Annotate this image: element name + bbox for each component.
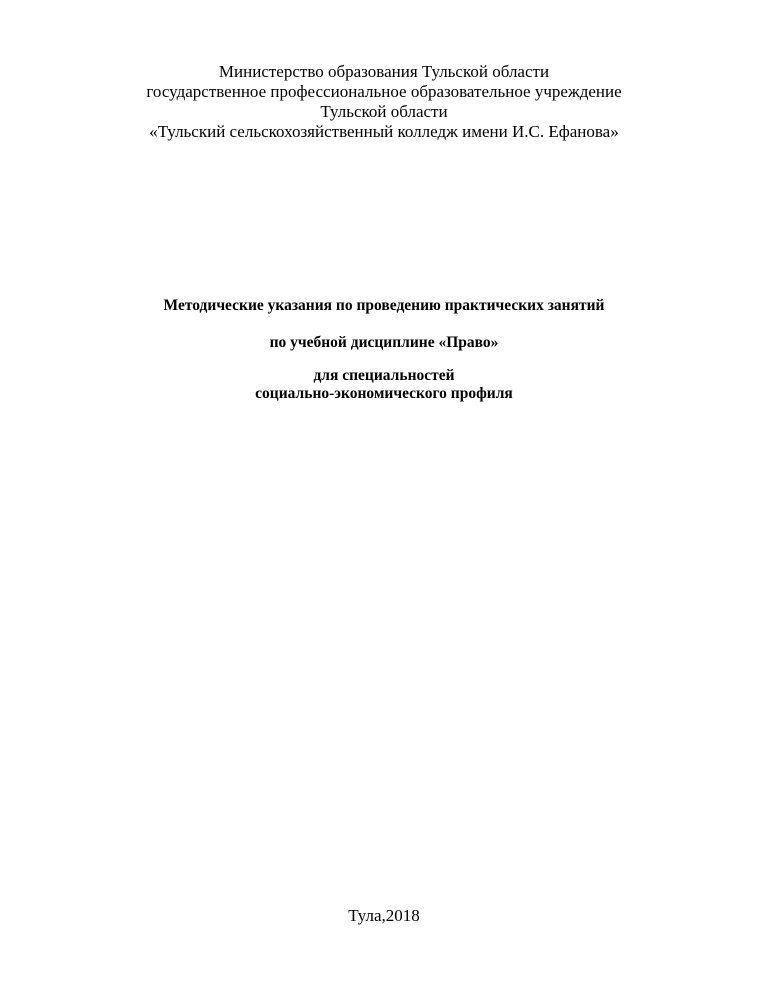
- city-year: Тула,2018: [348, 906, 420, 925]
- ministry-line: Министерство образования Тульской области: [218, 62, 550, 81]
- document-title: Методические указания по проведению практических занятий: [163, 297, 605, 314]
- institution-header: [0, 62, 768, 142]
- institution-type-line: государственное профессиональное образовательное учреждение: [146, 82, 622, 101]
- region-line: Тульской области: [320, 102, 448, 121]
- specialty-block: [0, 367, 768, 403]
- college-name-line: «Тульский сельскохозяйственный колледж имени И.С. Ефанова»: [149, 122, 619, 141]
- discipline-line: по учебной дисциплине «Право»: [269, 334, 499, 351]
- profile-line: социально-экономического профиля: [255, 385, 513, 402]
- specialty-line: для специальностей: [313, 367, 455, 384]
